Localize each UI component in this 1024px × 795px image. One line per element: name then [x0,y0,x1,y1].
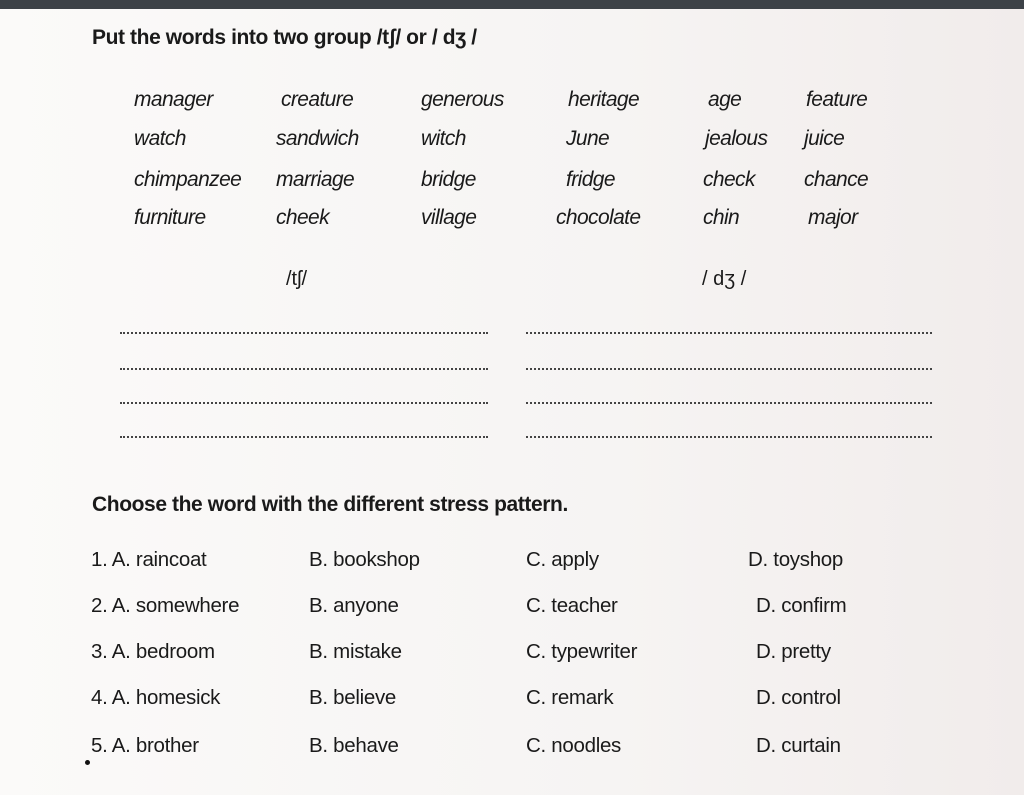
word: witch [421,127,466,150]
word: chocolate [556,206,641,229]
question-option: D. confirm [756,594,847,617]
question-option: D. control [756,686,841,709]
exercise1-instruction: Put the words into two group /tʃ/ or / dʒ / [92,26,477,49]
question-option: 5. A. brother [91,734,199,757]
word: watch [134,127,186,150]
question-option: 1. A. raincoat [91,548,207,571]
word: marriage [276,168,355,191]
question-option: B. bookshop [309,548,420,571]
question-option: B. believe [309,686,397,709]
question-option: C. teacher [526,594,618,617]
word: bridge [421,168,476,191]
word: sandwich [276,127,359,150]
word: juice [804,127,845,150]
word: jealous [705,127,768,150]
word: manager [134,88,213,111]
question-option: 4. A. homesick [91,686,221,709]
word: feature [806,88,868,111]
window-top-bar [0,0,1024,9]
question-option: C. apply [526,548,599,571]
question-option: C. typewriter [526,640,638,663]
word: furniture [134,206,206,229]
question-option: 3. A. bedroom [91,640,215,663]
word: fridge [566,168,615,191]
question-option: C. remark [526,686,614,709]
column-label-dzh: / dʒ / [702,268,747,290]
answer-line-tsh[interactable] [120,332,488,334]
word: chin [703,206,740,229]
answer-line-tsh[interactable] [120,436,488,438]
question-option: D. curtain [756,734,841,757]
word: creature [281,88,354,111]
question-option: B. anyone [309,594,399,617]
question-option: D. pretty [756,640,831,663]
word: age [708,88,742,111]
answer-line-dzh[interactable] [526,368,932,370]
word: heritage [568,88,640,111]
word: village [421,206,477,229]
word: major [808,206,858,229]
word: generous [421,88,504,111]
answer-line-dzh[interactable] [526,402,932,404]
answer-line-tsh[interactable] [120,368,488,370]
question-option: C. noodles [526,734,622,757]
word: June [566,127,610,150]
answer-line-dzh[interactable] [526,436,932,438]
question-option: B. mistake [309,640,402,663]
answer-line-tsh[interactable] [120,402,488,404]
word: chimpanzee [134,168,242,191]
answer-line-dzh[interactable] [526,332,932,334]
word: cheek [276,206,330,229]
word: check [703,168,755,191]
question-option: D. toyshop [748,548,843,571]
word: chance [804,168,869,191]
bullet-dot [85,760,90,765]
column-label-tsh: /tʃ/ [286,268,308,290]
question-option: 2. A. somewhere [91,594,240,617]
question-option: B. behave [309,734,399,757]
exercise2-instruction: Choose the word with the different stress pattern. [92,493,568,516]
